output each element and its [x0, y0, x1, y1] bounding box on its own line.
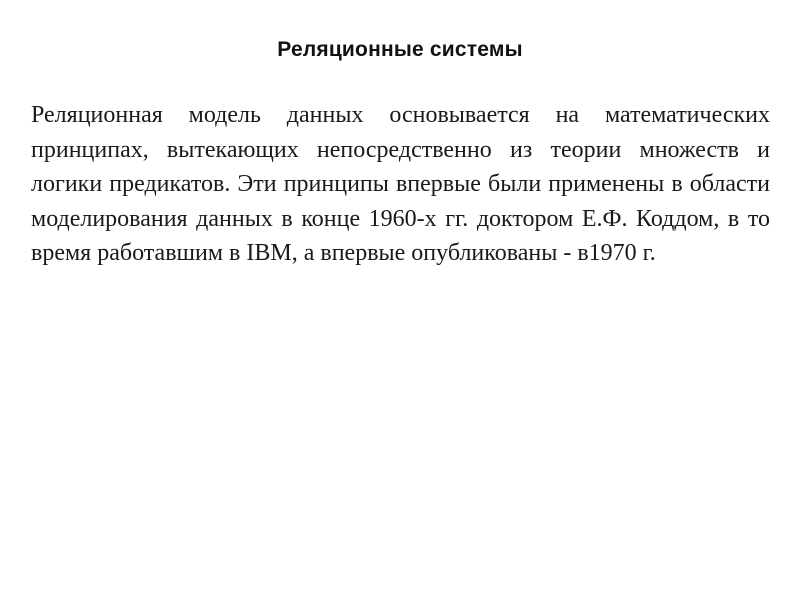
slide-title: Реляционные системы: [277, 38, 523, 61]
slide-body-paragraph: Реляционная модель данных основывается на математических принципах, вытекающих непосредственно из теории множеств и логики предикатов. Эти принципы впервые были применены в области моделирования данных в конце 1960-х гг. доктором Е.Ф. Коддом, в то время работавшим в IBM, а впервые опубликованы - в1970 г.: [31, 102, 770, 266]
